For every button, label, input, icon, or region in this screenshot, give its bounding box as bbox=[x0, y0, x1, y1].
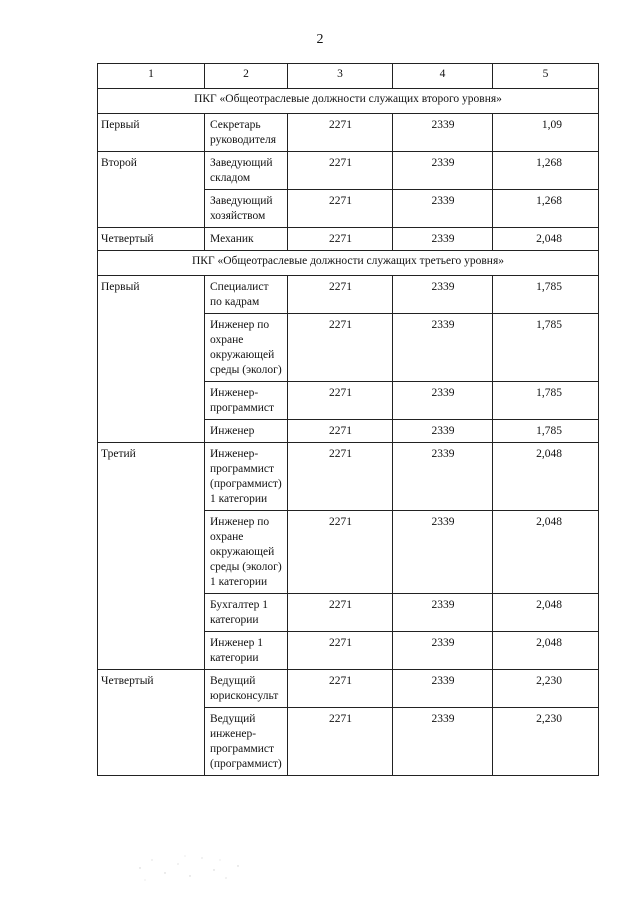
coefficient-cell: 2,230 bbox=[493, 670, 599, 708]
position-cell: Инженер-программист bbox=[205, 382, 288, 420]
position-cell: Ведущий инженер-программист (программист) bbox=[205, 708, 288, 776]
section-title: ПКГ «Общеотраслевые должности служащих третьего уровня» bbox=[98, 251, 599, 276]
value-col4-cell: 2339 bbox=[393, 276, 493, 314]
position-cell: Заведующий складом bbox=[205, 152, 288, 190]
value-col4-cell: 2339 bbox=[393, 632, 493, 670]
value-col3-cell: 2271 bbox=[288, 632, 393, 670]
page-number: 2 bbox=[316, 32, 324, 47]
value-col4-cell: 2339 bbox=[393, 190, 493, 228]
scan-artifact bbox=[130, 848, 250, 888]
value-col3-cell: 2271 bbox=[288, 314, 393, 382]
salary-table bbox=[97, 63, 599, 776]
qualification-level: Четвертый bbox=[98, 670, 205, 776]
value-col4-cell: 2339 bbox=[393, 594, 493, 632]
coefficient-cell: 2,048 bbox=[493, 443, 599, 511]
value-col3-cell: 2271 bbox=[288, 190, 393, 228]
value-col4-cell: 2339 bbox=[393, 708, 493, 776]
header-cell-2: 2 bbox=[205, 64, 288, 89]
value-col3-cell: 2271 bbox=[288, 420, 393, 443]
value-col3-cell: 2271 bbox=[288, 670, 393, 708]
section-row bbox=[98, 89, 599, 114]
coefficient-cell: 1,785 bbox=[493, 276, 599, 314]
coefficient-cell: 1,785 bbox=[493, 314, 599, 382]
table-row bbox=[98, 228, 599, 251]
position-cell: Бухгалтер 1 категории bbox=[205, 594, 288, 632]
value-col3-cell: 2271 bbox=[288, 382, 393, 420]
value-col4-cell: 2339 bbox=[393, 420, 493, 443]
coefficient-cell: 2,048 bbox=[493, 228, 599, 251]
position-cell: Инженер-программист (программист) 1 категории bbox=[205, 443, 288, 511]
value-col3-cell: 2271 bbox=[288, 708, 393, 776]
position-cell: Инженер bbox=[205, 420, 288, 443]
position-cell: Секретарь руководителя bbox=[205, 114, 288, 152]
coefficient-cell: 2,048 bbox=[493, 632, 599, 670]
value-col4-cell: 2339 bbox=[393, 152, 493, 190]
position-cell: Инженер по охране окружающей среды (эколог) bbox=[205, 314, 288, 382]
coefficient-cell: 1,785 bbox=[493, 420, 599, 443]
position-cell: Инженер по охране окружающей среды (эколог) 1 категории bbox=[205, 511, 288, 594]
header-cell-4: 4 bbox=[393, 64, 493, 89]
qualification-level: Первый bbox=[98, 114, 205, 152]
position-cell: Заведующий хозяйством bbox=[205, 190, 288, 228]
position-cell: Инженер 1 категории bbox=[205, 632, 288, 670]
header-cell-5: 5 bbox=[493, 64, 599, 89]
value-col3-cell: 2271 bbox=[288, 228, 393, 251]
value-col3-cell: 2271 bbox=[288, 276, 393, 314]
coefficient-cell: 1,268 bbox=[493, 152, 599, 190]
position-cell: Ведущий юрисконсульт bbox=[205, 670, 288, 708]
value-col4-cell: 2339 bbox=[393, 114, 493, 152]
coefficient-cell: 1,09 bbox=[493, 114, 599, 152]
coefficient-cell: 2,048 bbox=[493, 594, 599, 632]
table-row bbox=[98, 443, 599, 511]
value-col4-cell: 2339 bbox=[393, 443, 493, 511]
header-cell-3: 3 bbox=[288, 64, 393, 89]
table-row bbox=[98, 670, 599, 708]
value-col3-cell: 2271 bbox=[288, 443, 393, 511]
header-cell-1: 1 bbox=[98, 64, 205, 89]
value-col4-cell: 2339 bbox=[393, 670, 493, 708]
header-row bbox=[98, 64, 599, 89]
value-col3-cell: 2271 bbox=[288, 511, 393, 594]
table-row bbox=[98, 114, 599, 152]
qualification-level: Четвертый bbox=[98, 228, 205, 251]
coefficient-cell: 1,785 bbox=[493, 382, 599, 420]
section-row bbox=[98, 251, 599, 276]
position-cell: Специалист по кадрам bbox=[205, 276, 288, 314]
table-row bbox=[98, 152, 599, 190]
qualification-level: Второй bbox=[98, 152, 205, 228]
qualification-level: Третий bbox=[98, 443, 205, 670]
value-col4-cell: 2339 bbox=[393, 228, 493, 251]
table-row bbox=[98, 276, 599, 314]
table-body bbox=[98, 64, 599, 776]
qualification-level: Первый bbox=[98, 276, 205, 443]
coefficient-cell: 1,268 bbox=[493, 190, 599, 228]
value-col4-cell: 2339 bbox=[393, 511, 493, 594]
value-col3-cell: 2271 bbox=[288, 114, 393, 152]
value-col3-cell: 2271 bbox=[288, 594, 393, 632]
section-title: ПКГ «Общеотраслевые должности служащих второго уровня» bbox=[98, 89, 599, 114]
value-col3-cell: 2271 bbox=[288, 152, 393, 190]
coefficient-cell: 2,048 bbox=[493, 511, 599, 594]
coefficient-cell: 2,230 bbox=[493, 708, 599, 776]
value-col4-cell: 2339 bbox=[393, 314, 493, 382]
value-col4-cell: 2339 bbox=[393, 382, 493, 420]
position-cell: Механик bbox=[205, 228, 288, 251]
